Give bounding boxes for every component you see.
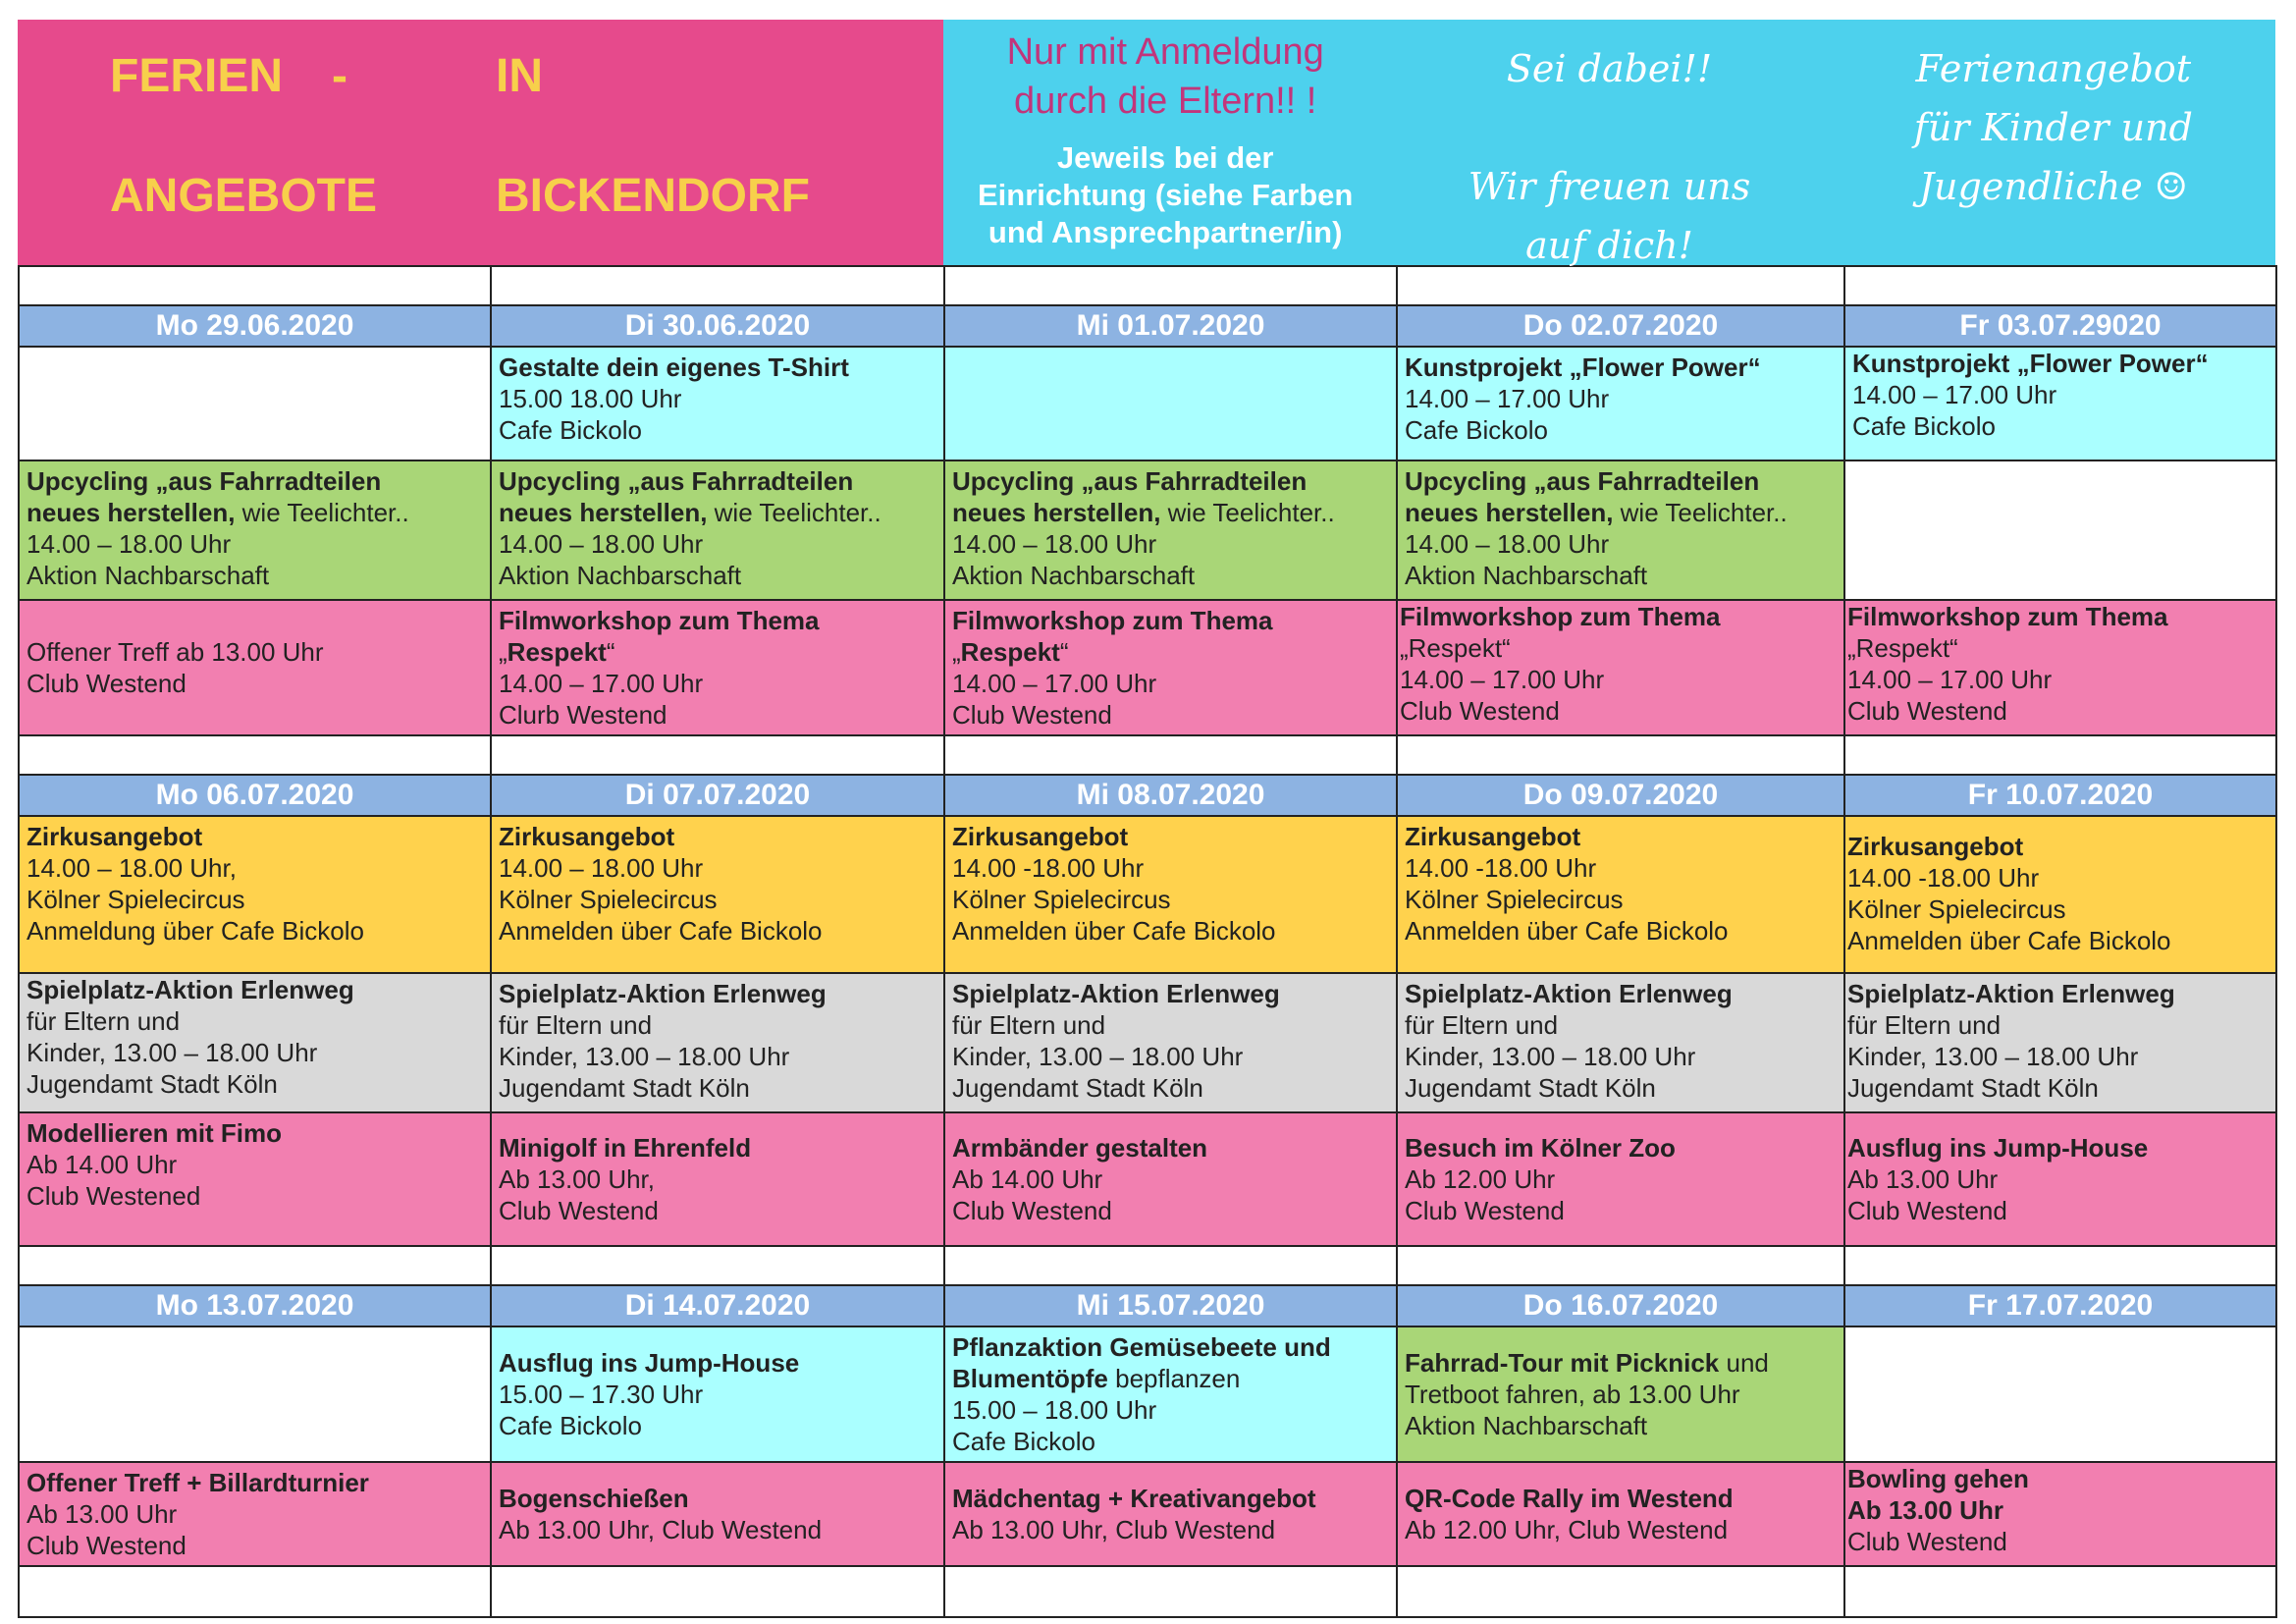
event-time: Ab 13.00 Uhr, — [499, 1164, 655, 1194]
event-title: Minigolf in Ehrenfeld — [499, 1133, 752, 1163]
event-place: Aktion Nachbarschaft — [952, 561, 1196, 590]
title-in: IN — [496, 50, 543, 102]
event-cell — [944, 973, 1397, 1112]
event-place: Jugendamt Stadt Köln — [1405, 1073, 1656, 1103]
event-cell — [491, 1462, 944, 1566]
event-cell — [491, 1326, 944, 1462]
event-place: Clurb Westend — [499, 700, 667, 730]
event-place: Club Westend — [1400, 696, 1560, 726]
event-title: Offener Treff ab 13.00 Uhr — [27, 637, 324, 667]
spacer-cell — [491, 735, 944, 775]
event-time: 14.00 – 17.00 Uhr — [952, 669, 1157, 698]
event-time: 14.00 – 18.00 Uhr — [499, 853, 704, 883]
event-detail: für Eltern und — [499, 1010, 653, 1040]
spacer-cell — [1397, 735, 1844, 775]
event-place: Cafe Bickolo — [499, 1411, 642, 1440]
event-cell — [19, 600, 491, 735]
event-note: Anmelden über Cafe Bickolo — [952, 916, 1276, 946]
event-time: Ab 13.00 Uhr — [1847, 1164, 1999, 1194]
event-title: Spielplatz-Aktion Erlenweg — [1405, 979, 1733, 1008]
week2-day-row — [19, 775, 2276, 816]
day-header: Mi 15.07.2020 — [944, 1285, 1397, 1326]
event-place: Kölner Spielecircus — [27, 885, 245, 914]
spacer-cell — [1397, 1566, 1844, 1617]
event-cell — [19, 1462, 491, 1566]
empty-cell — [1844, 460, 2276, 600]
event-cell — [1397, 973, 1844, 1112]
event-title: Spielplatz-Aktion Erlenweg — [1847, 979, 2175, 1008]
empty-cell — [1844, 1326, 2276, 1462]
event-title: Spielplatz-Aktion Erlenweg — [952, 979, 1280, 1008]
event-detail: wie Teelichter.. — [707, 498, 881, 527]
event-detail: für Eltern und — [952, 1010, 1106, 1040]
spacer-row — [19, 735, 2276, 775]
spacer-cell — [19, 1566, 491, 1617]
event-time: 14.00 -18.00 Uhr — [1405, 853, 1597, 883]
event-cell — [944, 1112, 1397, 1246]
event-note: Anmeldung über Cafe Bickolo — [27, 916, 364, 946]
spacer-cell — [944, 1566, 1397, 1617]
event-time: 14.00 – 18.00 Uhr — [499, 529, 704, 559]
event-title: Bowling gehen — [1847, 1464, 2029, 1493]
event-title: Gestalte dein eigenes T-Shirt — [499, 352, 849, 382]
schedule-table — [18, 265, 2277, 1618]
spacer-cell — [1844, 1246, 2276, 1285]
notice-line: durch die Eltern!! ! — [1013, 81, 1317, 122]
event-detail: und — [1719, 1348, 1769, 1378]
title-bickendorf: BICKENDORF — [496, 170, 810, 222]
event-detail: Ab 13.00 Uhr, Club Westend — [499, 1515, 823, 1544]
event-cell — [19, 460, 491, 600]
event-title-line — [952, 497, 1389, 528]
spacer-cell — [944, 1246, 1397, 1285]
event-time: Ab 13.00 Uhr — [27, 1499, 178, 1529]
notice-sub-line: und Ansprechpartner/in) — [988, 215, 1343, 249]
event-title: Ausflug ins Jump-House — [499, 1348, 800, 1378]
day-header: Di 30.06.2020 — [491, 305, 944, 347]
dabei-line: Sei dabei!! — [1506, 47, 1713, 90]
event-detail: wie Teelichter.. — [1160, 498, 1335, 527]
week2-club-row — [19, 1112, 2276, 1246]
event-place: Aktion Nachbarschaft — [1405, 561, 1648, 590]
spacer-row — [19, 1246, 2276, 1285]
quote-open: „ — [499, 637, 507, 667]
event-title: Upcycling „aus Fahrradteilen — [27, 466, 382, 496]
dabei-line: Wir freuen uns — [1468, 165, 1751, 208]
header-title-block — [18, 20, 943, 265]
event-detail: Ab 13.00 Uhr, Club Westend — [952, 1515, 1276, 1544]
spacer-cell — [1844, 266, 2276, 305]
event-place: Cafe Bickolo — [1852, 411, 1996, 441]
event-topic: Respekt — [960, 637, 1060, 667]
event-time: Kinder, 13.00 – 18.00 Uhr — [499, 1042, 790, 1071]
event-note: Anmelden über Cafe Bickolo — [1405, 916, 1729, 946]
event-time: 14.00 – 17.00 Uhr — [1852, 380, 2057, 409]
event-place: Club Westend — [27, 1531, 187, 1560]
empty-cell — [19, 1326, 491, 1462]
event-time: 14.00 – 18.00 Uhr — [27, 529, 232, 559]
angebot-line: für Kinder und — [1913, 106, 2193, 149]
event-note: Anmelden über Cafe Bickolo — [499, 916, 823, 946]
event-title-part: neues herstellen, — [952, 498, 1161, 527]
event-place: Club Westend — [1847, 1527, 2007, 1556]
event-detail: Ab 12.00 Uhr, Club Westend — [1405, 1515, 1729, 1544]
event-detail: bepflanzen — [1107, 1364, 1241, 1393]
spacer-cell — [491, 1566, 944, 1617]
spacer-cell — [19, 735, 491, 775]
event-cell — [491, 1112, 944, 1246]
day-header: Di 14.07.2020 — [491, 1285, 944, 1326]
event-title: Kunstprojekt „Flower Power“ — [1852, 349, 2209, 378]
event-detail: wie Teelichter.. — [1613, 498, 1788, 527]
angebot-block — [1832, 20, 2275, 265]
event-title: Upcycling „aus Fahrradteilen — [1405, 466, 1760, 496]
event-cell — [1397, 460, 1844, 600]
event-place: Jugendamt Stadt Köln — [499, 1073, 750, 1103]
event-cell — [491, 816, 944, 973]
event-time: Kinder, 13.00 – 18.00 Uhr — [1405, 1042, 1696, 1071]
notice-sub-line: Einrichtung (siehe Farben — [977, 178, 1354, 212]
event-title: Kunstprojekt „Flower Power“ — [1405, 352, 1761, 382]
day-header: Do 02.07.2020 — [1397, 305, 1844, 347]
title-dash: - — [332, 50, 347, 102]
event-place: Jugendamt Stadt Köln — [1847, 1073, 2099, 1103]
event-cell — [19, 816, 491, 973]
spacer-cell — [944, 266, 1397, 305]
event-title: Filmworkshop zum Thema — [1847, 602, 2168, 631]
event-detail: für Eltern und — [27, 1006, 181, 1036]
notice-sub-line: Jeweils bei der — [1056, 140, 1274, 175]
event-place: Club Westend — [499, 1196, 659, 1225]
event-place: Club Westend — [1405, 1196, 1565, 1225]
notice-block — [943, 20, 1387, 265]
event-detail: für Eltern und — [1405, 1010, 1559, 1040]
event-time: 14.00 -18.00 Uhr — [952, 853, 1145, 883]
event-title: Filmworkshop zum Thema — [1400, 602, 1721, 631]
week3-club-row — [19, 1462, 2276, 1566]
dabei-line: auf dich! — [1525, 224, 1693, 267]
day-header: Do 09.07.2020 — [1397, 775, 1844, 816]
event-place: Kölner Spielecircus — [1847, 894, 2066, 924]
event-time: 14.00 – 17.00 Uhr — [1405, 384, 1610, 413]
event-title: QR-Code Rally im Westend — [1405, 1484, 1734, 1513]
event-title: Filmworkshop zum Thema — [952, 606, 1273, 635]
event-title: Upcycling „aus Fahrradteilen — [952, 466, 1308, 496]
event-note: Anmelden über Cafe Bickolo — [1847, 926, 2171, 955]
event-cell — [19, 1112, 491, 1246]
event-time: 14.00 -18.00 Uhr — [1847, 863, 2040, 893]
event-title: Filmworkshop zum Thema — [499, 606, 820, 635]
event-cell — [1397, 347, 1844, 460]
event-title: Bogenschießen — [499, 1484, 689, 1513]
event-time: 15.00 – 18.00 Uhr — [952, 1395, 1157, 1425]
week2-spielplatz-row — [19, 973, 2276, 1112]
event-title: Zirkusangebot — [499, 822, 675, 851]
event-cell — [491, 460, 944, 600]
header-info-block — [943, 20, 2275, 265]
event-cell — [944, 1462, 1397, 1566]
event-title-line — [952, 1363, 1389, 1394]
event-time: Ab 13.00 Uhr — [1847, 1495, 2003, 1525]
event-place: Kölner Spielecircus — [499, 885, 718, 914]
spacer-cell — [19, 266, 491, 305]
day-header: Di 07.07.2020 — [491, 775, 944, 816]
spacer-row — [19, 1566, 2276, 1617]
event-place: Club Westend — [27, 669, 187, 698]
event-cell — [1397, 600, 1844, 735]
event-topic-line — [499, 636, 936, 668]
event-place: Cafe Bickolo — [499, 415, 642, 445]
event-title-line — [1405, 497, 1837, 528]
header — [18, 20, 2275, 265]
event-title: Armbänder gestalten — [952, 1133, 1208, 1163]
event-title: Spielplatz-Aktion Erlenweg — [499, 979, 827, 1008]
title-angebote: ANGEBOTE — [110, 170, 378, 222]
event-time: Kinder, 13.00 – 18.00 Uhr — [952, 1042, 1244, 1071]
empty-cell — [19, 347, 491, 460]
event-title: Zirkusangebot — [952, 822, 1129, 851]
notice-text — [943, 27, 1387, 126]
event-title: Zirkusangebot — [1405, 822, 1581, 851]
event-title: Fahrrad-Tour mit Picknick — [1405, 1348, 1720, 1378]
event-detail: wie Teelichter.. — [235, 498, 409, 527]
event-cell — [1844, 816, 2276, 973]
event-time: Kinder, 13.00 – 18.00 Uhr — [27, 1038, 318, 1067]
event-time: 14.00 – 17.00 Uhr — [1400, 665, 1605, 694]
event-title-part: neues herstellen, — [1405, 498, 1614, 527]
event-time: 14.00 – 17.00 Uhr — [1847, 665, 2053, 694]
event-time: Ab 14.00 Uhr — [27, 1150, 178, 1179]
event-cell — [1844, 347, 2276, 460]
week3-day-row — [19, 1285, 2276, 1326]
event-cell — [1844, 973, 2276, 1112]
event-cell — [944, 1326, 1397, 1462]
event-place: Aktion Nachbarschaft — [1405, 1411, 1648, 1440]
event-title: Offener Treff + Billardturnier — [27, 1468, 369, 1497]
day-header: Mo 13.07.2020 — [19, 1285, 491, 1326]
event-cell — [944, 600, 1397, 735]
event-cell — [944, 460, 1397, 600]
event-time: 14.00 – 18.00 Uhr — [1405, 529, 1610, 559]
event-cell — [1397, 1326, 1844, 1462]
week1-bickolo-row — [19, 347, 2276, 460]
event-topic-line — [952, 636, 1389, 668]
event-cell — [19, 973, 491, 1112]
event-place: Club Westend — [952, 1196, 1112, 1225]
event-cell — [1397, 1112, 1844, 1246]
ferien-schedule — [18, 20, 2275, 1618]
day-header: Do 16.07.2020 — [1397, 1285, 1844, 1326]
spacer-cell — [1844, 1566, 2276, 1617]
quote-open: „ — [952, 637, 961, 667]
event-topic: Respekt — [507, 637, 607, 667]
week1-upcycling-row — [19, 460, 2276, 600]
event-cell — [491, 600, 944, 735]
event-cell — [1844, 1112, 2276, 1246]
event-time: 14.00 – 18.00 Uhr — [952, 529, 1157, 559]
event-time: Tretboot fahren, ab 13.00 Uhr — [1405, 1380, 1740, 1409]
event-place: Jugendamt Stadt Köln — [27, 1069, 278, 1099]
spacer-cell — [19, 1246, 491, 1285]
event-place: Kölner Spielecircus — [1405, 885, 1624, 914]
event-cell — [1844, 600, 2276, 735]
event-cell — [1844, 1462, 2276, 1566]
spacer-cell — [1397, 1246, 1844, 1285]
event-cell — [944, 816, 1397, 973]
week1-day-row — [19, 305, 2276, 347]
event-title: Zirkusangebot — [1847, 832, 2024, 861]
event-title: Modellieren mit Fimo — [27, 1118, 283, 1148]
event-title: Spielplatz-Aktion Erlenweg — [27, 975, 354, 1004]
event-title: Upcycling „aus Fahrradteilen — [499, 466, 854, 496]
day-header: Fr 03.07.29020 — [1844, 305, 2276, 347]
angebot-line: Jugendliche ☺ — [1918, 165, 2188, 208]
week2-zirkus-row — [19, 816, 2276, 973]
event-time: Ab 14.00 Uhr — [952, 1164, 1103, 1194]
event-cell — [491, 973, 944, 1112]
dabei-block — [1387, 20, 1831, 265]
event-title: Pflanzaktion Gemüsebeete und — [952, 1332, 1331, 1362]
spacer-cell — [1844, 735, 2276, 775]
event-title: Ausflug ins Jump-House — [1847, 1133, 2149, 1163]
event-time: Ab 12.00 Uhr — [1405, 1164, 1556, 1194]
day-header: Mo 06.07.2020 — [19, 775, 491, 816]
event-place: Club Westend — [1847, 696, 2007, 726]
quote-close: “ — [606, 637, 615, 667]
week1-club-row — [19, 600, 2276, 735]
event-time: 14.00 – 17.00 Uhr — [499, 669, 704, 698]
spacer-row — [19, 266, 2276, 305]
event-time: Kinder, 13.00 – 18.00 Uhr — [1847, 1042, 2139, 1071]
event-place: Club Westened — [27, 1181, 201, 1211]
event-topic: „Respekt“ — [1400, 633, 1511, 663]
title-ferien: FERIEN — [110, 50, 284, 102]
event-cell — [1397, 816, 1844, 973]
event-cell — [1397, 1462, 1844, 1566]
event-place: Cafe Bickolo — [1405, 415, 1548, 445]
day-header: Mo 29.06.2020 — [19, 305, 491, 347]
event-title-line — [27, 497, 483, 528]
event-title: Zirkusangebot — [27, 822, 203, 851]
event-title: Besuch im Kölner Zoo — [1405, 1133, 1676, 1163]
week3-morning-row — [19, 1326, 2276, 1462]
day-header: Fr 17.07.2020 — [1844, 1285, 2276, 1326]
event-place: Cafe Bickolo — [952, 1427, 1095, 1456]
event-title-part: neues herstellen, — [499, 498, 708, 527]
day-header: Fr 10.07.2020 — [1844, 775, 2276, 816]
notice-line: Nur mit Anmeldung — [1006, 31, 1324, 73]
spacer-cell — [491, 1246, 944, 1285]
empty-cell — [944, 347, 1397, 460]
event-place: Club Westend — [1847, 1196, 2007, 1225]
event-detail: für Eltern und — [1847, 1010, 2002, 1040]
event-cell — [491, 347, 944, 460]
event-title-line — [499, 497, 936, 528]
event-place: Aktion Nachbarschaft — [27, 561, 270, 590]
event-time: 15.00 18.00 Uhr — [499, 384, 682, 413]
event-title-line — [1405, 1347, 1837, 1379]
event-place: Aktion Nachbarschaft — [499, 561, 742, 590]
angebot-line: Ferienangebot — [1915, 47, 2192, 90]
event-title-part: neues herstellen, — [27, 498, 236, 527]
event-time: 14.00 – 18.00 Uhr, — [27, 853, 237, 883]
spacer-cell — [944, 735, 1397, 775]
notice-sub — [943, 139, 1387, 251]
spacer-cell — [491, 266, 944, 305]
day-header: Mi 01.07.2020 — [944, 305, 1397, 347]
day-header: Mi 08.07.2020 — [944, 775, 1397, 816]
event-place: Jugendamt Stadt Köln — [952, 1073, 1203, 1103]
event-time: 15.00 – 17.30 Uhr — [499, 1380, 704, 1409]
event-topic: „Respekt“ — [1847, 633, 1958, 663]
event-title-part: Blumentöpfe — [952, 1364, 1108, 1393]
event-place: Club Westend — [952, 700, 1112, 730]
event-place: Kölner Spielecircus — [952, 885, 1171, 914]
event-title: Mädchentag + Kreativangebot — [952, 1484, 1316, 1513]
quote-close: “ — [1059, 637, 1069, 667]
